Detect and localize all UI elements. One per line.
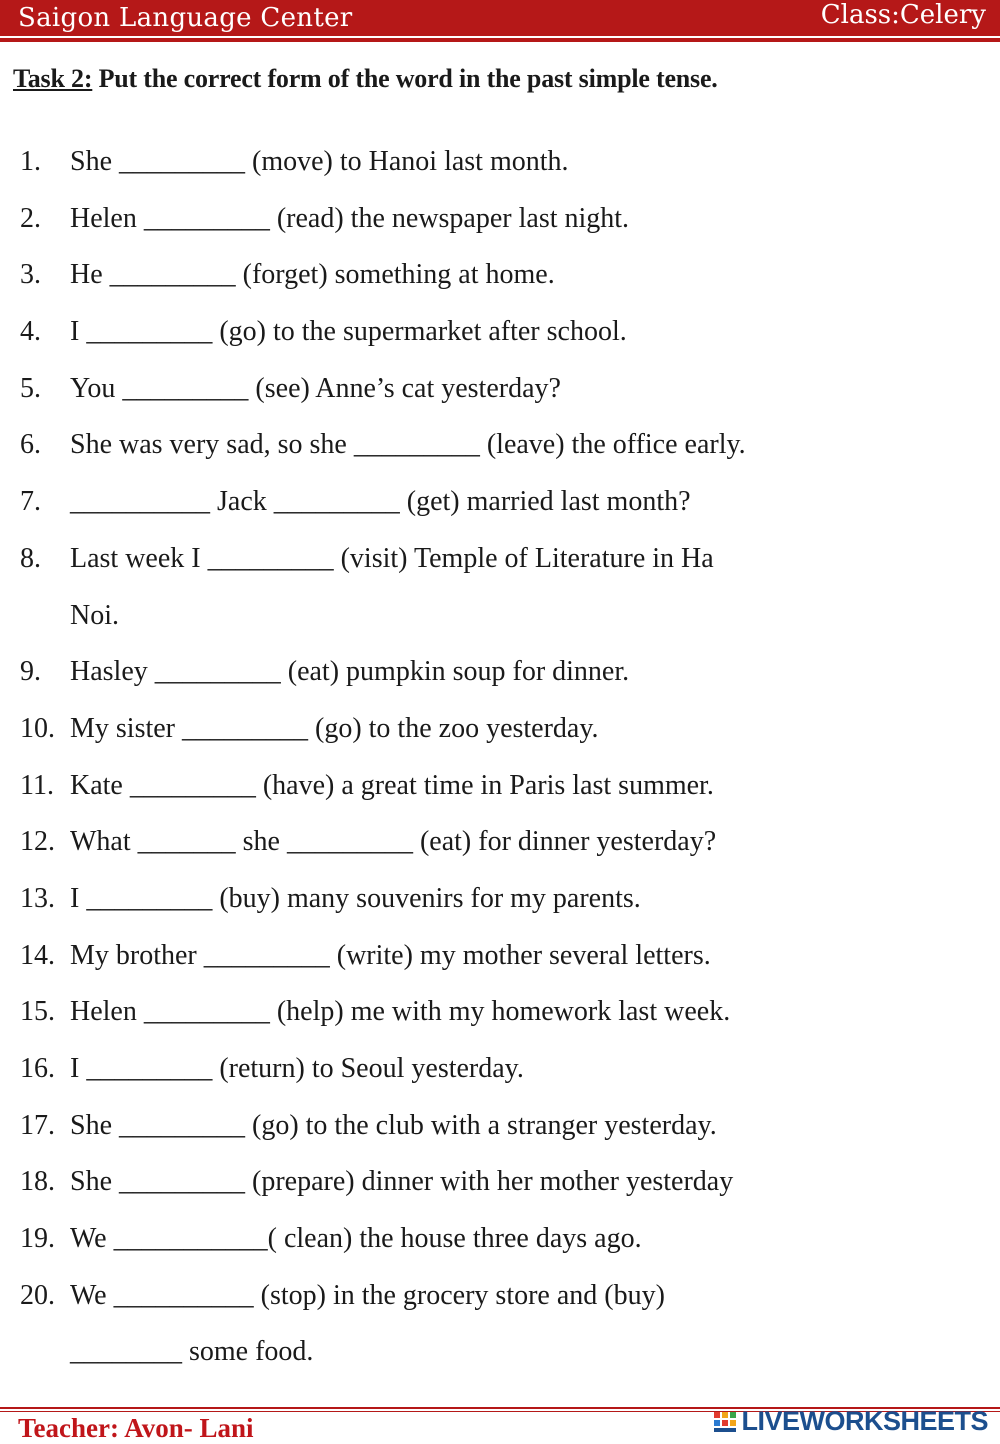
question-item [0, 760, 1000, 817]
question-number: 13. [20, 882, 55, 914]
question-item [0, 1156, 1000, 1213]
header-divider [0, 38, 1000, 42]
teacher-name: Teacher: Avon- Lani [18, 1413, 254, 1443]
question-text: ________ some food. [70, 1336, 314, 1368]
question-item [0, 193, 1000, 250]
question-text: She _________ (prepare) dinner with her mother yesterday [70, 1166, 734, 1198]
question-number: 8. [20, 542, 41, 574]
question-number: 5. [20, 372, 41, 404]
question-text: Last week I _________ (visit) Temple of Literature in Ha [70, 542, 714, 574]
task-title [13, 64, 718, 94]
question-text: We __________ (stop) in the grocery store and (buy) [70, 1279, 665, 1311]
question-text: She _________ (go) to the club with a stranger yesterday. [70, 1109, 717, 1141]
question-item [0, 816, 1000, 873]
liveworksheets-brand[interactable] [713, 1406, 988, 1437]
question-number: 7. [20, 486, 41, 518]
question-text: She _________ (move) to Hanoi last month. [70, 146, 569, 177]
question-item [0, 646, 1000, 703]
question-text: She was very sad, so she _________ (leave) the office early. [70, 429, 746, 461]
question-number: 1. [20, 146, 41, 177]
question-text: __________ Jack _________ (get) married last month? [70, 486, 691, 518]
question-text: Noi. [70, 599, 119, 631]
task-instruction: Put the correct form of the word in the past simple tense. [92, 64, 718, 93]
question-number: 19. [20, 1223, 55, 1255]
question-number: 14. [20, 939, 55, 971]
question-item [0, 533, 1000, 590]
question-number: 20. [20, 1279, 55, 1311]
question-number: 15. [20, 996, 55, 1028]
liveworksheets-logo-icon [713, 1410, 737, 1434]
question-number: 16. [20, 1053, 55, 1084]
question-item [0, 986, 1000, 1043]
question-item [0, 1270, 1000, 1327]
question-item [0, 363, 1000, 420]
question-item [0, 703, 1000, 760]
liveworksheets-text: LIVEWORKSHEETS [741, 1406, 988, 1436]
question-item [0, 930, 1000, 987]
question-text: We ___________( clean) the house three days ago. [70, 1223, 642, 1255]
task-label: Task 2: [13, 64, 93, 93]
question-list [0, 136, 1000, 1383]
question-number: 17. [20, 1109, 55, 1141]
question-item [0, 1043, 1000, 1100]
question-number: 6. [20, 429, 41, 461]
question-text: You _________ (see) Anne’s cat yesterday? [70, 372, 561, 404]
question-number: 9. [20, 656, 41, 688]
question-number: 2. [20, 202, 41, 234]
question-item [0, 476, 1000, 533]
question-text: Helen _________ (help) me with my homework last week. [70, 996, 731, 1028]
question-text: I _________ (return) to Seoul yesterday. [70, 1053, 524, 1084]
question-continuation [0, 590, 1000, 647]
question-text: My brother _________ (write) my mother several letters. [70, 939, 711, 971]
question-text: Kate _________ (have) a great time in Paris last summer. [70, 769, 714, 801]
question-item [0, 136, 1000, 193]
question-text: Helen _________ (read) the newspaper last night. [70, 202, 630, 234]
question-item [0, 873, 1000, 930]
header-bar [0, 0, 1000, 36]
question-text: What _______ she _________ (eat) for dinner yesterday? [70, 826, 717, 858]
question-item [0, 1100, 1000, 1157]
question-continuation [0, 1326, 1000, 1383]
question-item [0, 306, 1000, 363]
question-number: 3. [20, 259, 41, 291]
question-item [0, 419, 1000, 476]
question-number: 10. [20, 712, 55, 744]
question-text: I _________ (go) to the supermarket after school. [70, 316, 627, 348]
class-name: Class:Celery [820, 0, 986, 30]
question-number: 18. [20, 1166, 55, 1198]
question-item [0, 249, 1000, 306]
question-item [0, 1213, 1000, 1270]
question-number: 12. [20, 826, 55, 858]
question-text: He _________ (forget) something at home. [70, 259, 555, 291]
center-name: Saigon Language Center [18, 3, 353, 33]
question-text: I _________ (buy) many souvenirs for my parents. [70, 882, 641, 914]
question-text: Hasley _________ (eat) pumpkin soup for dinner. [70, 656, 630, 688]
question-number: 11. [20, 769, 54, 801]
question-number: 4. [20, 316, 41, 348]
question-text: My sister _________ (go) to the zoo yesterday. [70, 712, 599, 744]
